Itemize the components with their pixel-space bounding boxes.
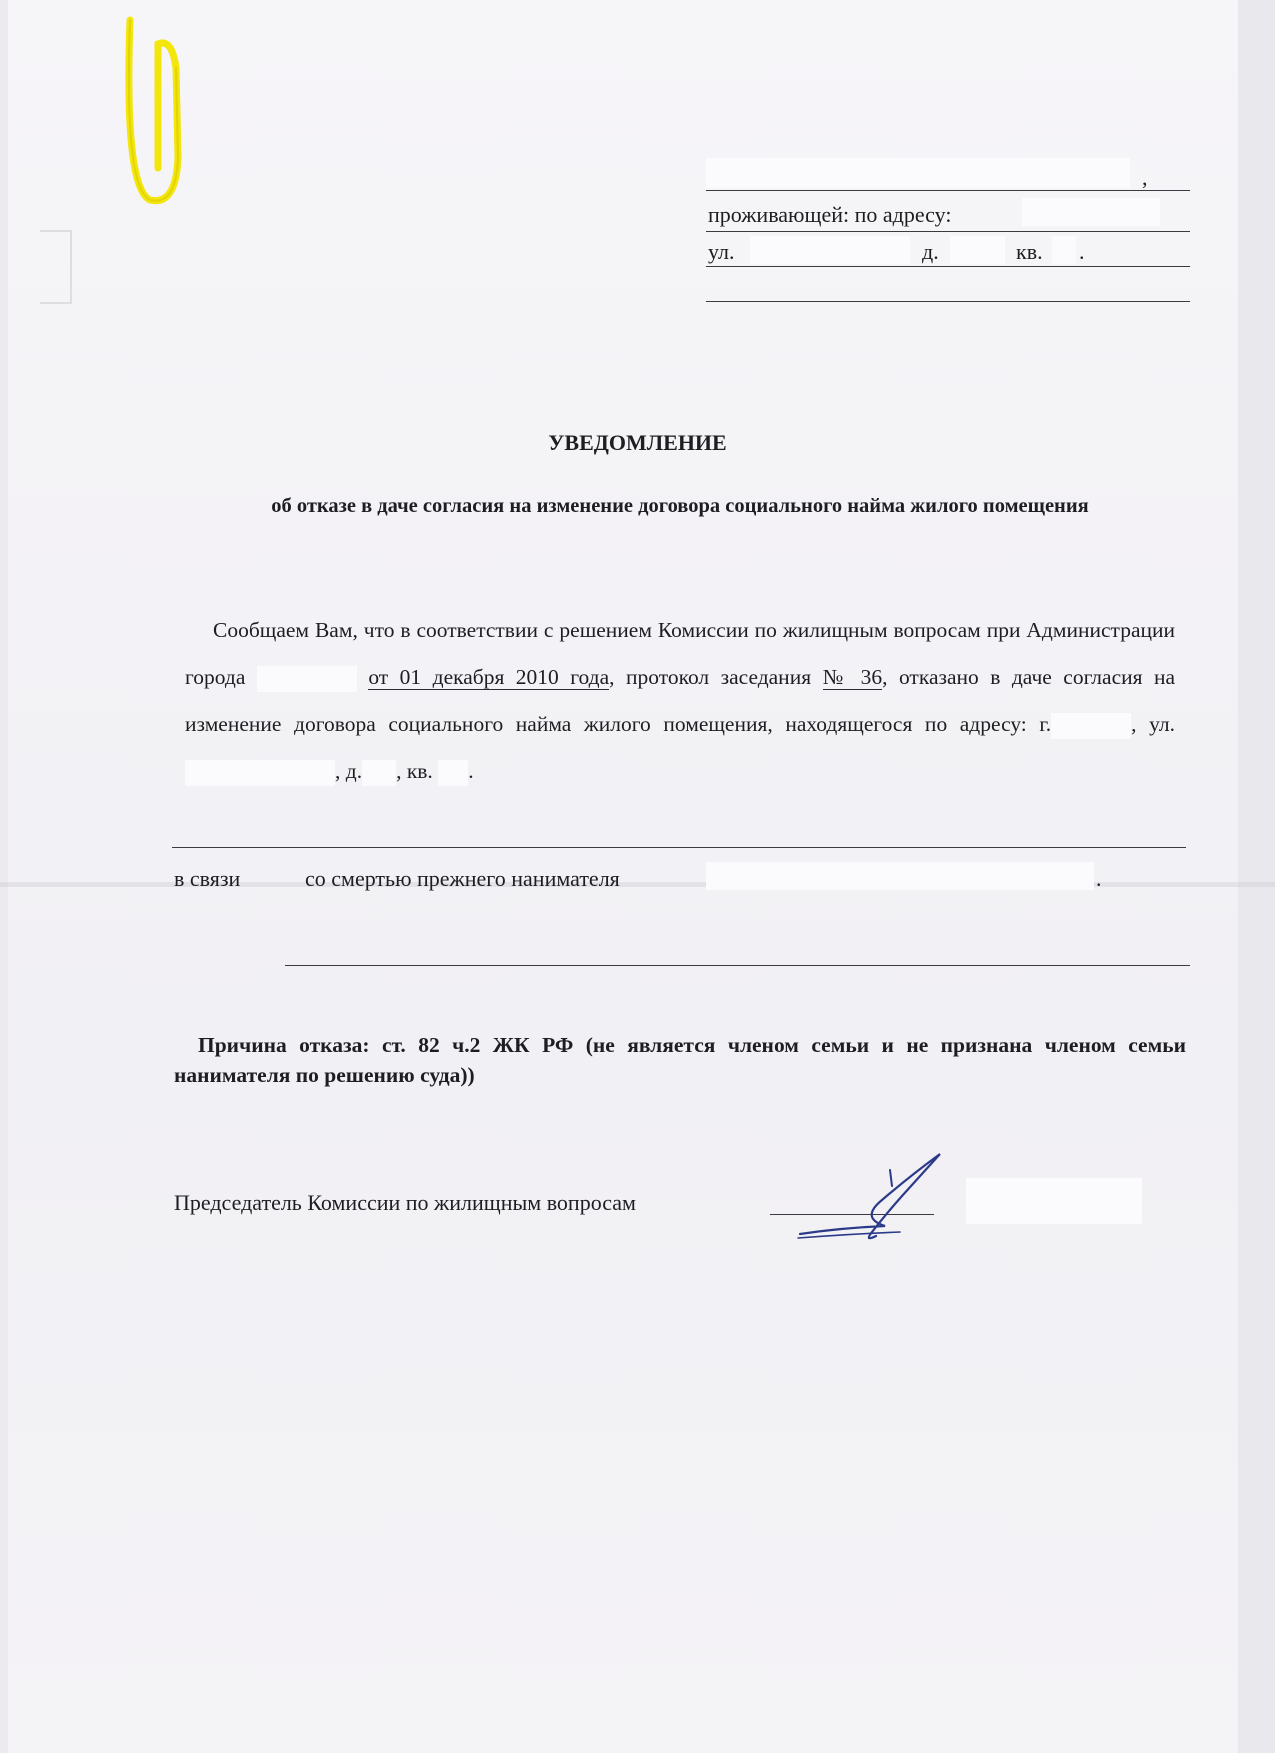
body-text-3: , отказано в даче согласия на изменение договора социального найма жилого помещения, находящегося по адресу: г. [185, 665, 1176, 736]
page-title: УВЕДОМЛЕНИЕ [548, 430, 727, 455]
scan-edge-left [0, 0, 8, 1753]
recipient-dot: . [1079, 239, 1085, 264]
body-text-8: . [468, 759, 474, 783]
street-line [706, 266, 1190, 267]
redacted-recipient-name [706, 158, 1130, 188]
body-text-1: Сообщаем Вам, что в соответствии с решением Комиссии по жилищным вопросам при Администрации города [185, 618, 1175, 689]
blank-line [285, 965, 1190, 966]
redacted-house-2 [362, 760, 396, 786]
body-text-6: д. [345, 759, 363, 783]
house-label: д. [922, 239, 939, 264]
page-subtitle: об отказе в даче согласия на изменение договора социального найма жилого помещения [271, 495, 1089, 517]
body-text-5: , [335, 759, 341, 783]
recipient-name-line [706, 190, 1190, 191]
redacted-chairman-name [966, 1178, 1142, 1224]
redacted-street-2 [185, 760, 335, 786]
redacted-town [1051, 713, 1131, 739]
reason-dot: . [1096, 866, 1102, 891]
redacted-flat-2 [438, 760, 468, 786]
signature-icon [790, 1148, 970, 1248]
extra-address-line [706, 301, 1190, 302]
redacted-address [1022, 198, 1160, 226]
redacted-street [750, 236, 910, 264]
body-text-4: , ул. [1131, 712, 1175, 736]
body-text-2: , протокол заседания [609, 665, 812, 689]
protocol-number: № 36 [822, 665, 883, 689]
street-label: ул. [708, 239, 735, 264]
address-line [706, 231, 1190, 232]
chairman-label: Председатель Комиссии по жилищным вопросам [174, 1190, 636, 1215]
refusal-reason [174, 1030, 1186, 1090]
body-separator-line [172, 847, 1186, 848]
refusal-reason-text: Причина отказа: ст. 82 ч.2 ЖК РФ (не является членом семьи и не признана членом семьи нанимателя по решению суда)) [174, 1033, 1186, 1087]
decision-date: от 01 декабря 2010 года [368, 665, 610, 689]
death-text: со смертью прежнего нанимателя [305, 866, 620, 891]
body-text-7: , кв. [396, 759, 433, 783]
in-connection-label: в связи [174, 866, 241, 891]
body-paragraph [185, 607, 1175, 795]
redacted-flat [1052, 236, 1076, 264]
recipient-comma: , [1142, 165, 1148, 190]
bleed-through-mark [40, 230, 72, 304]
paperclip-icon [120, 8, 200, 208]
scan-edge-right [1238, 0, 1275, 1753]
flat-label: кв. [1016, 239, 1043, 264]
redacted-city [257, 666, 357, 692]
redacted-tenant-name [706, 862, 1094, 890]
redacted-house [950, 236, 1005, 264]
address-label: проживающей: по адресу: [708, 202, 952, 227]
